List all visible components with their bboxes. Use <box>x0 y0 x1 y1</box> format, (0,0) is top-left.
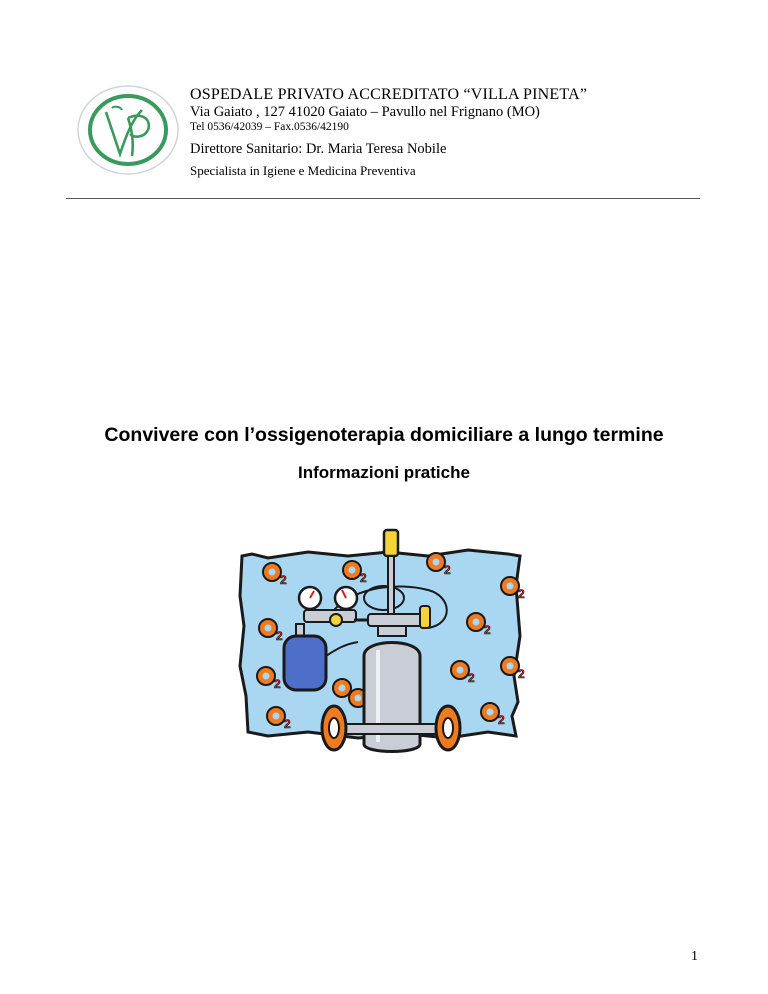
svg-text:2: 2 <box>284 717 291 731</box>
svg-text:2: 2 <box>444 563 451 577</box>
svg-text:2: 2 <box>518 667 525 681</box>
header-divider <box>66 198 700 199</box>
document-subtitle: Informazioni pratiche <box>298 463 470 482</box>
svg-text:2: 2 <box>280 573 287 587</box>
svg-text:2: 2 <box>276 629 283 643</box>
director-specialization: Specialista in Igiene e Medicina Preventiva <box>190 163 416 178</box>
medical-director: Direttore Sanitario: Dr. Maria Teresa Nobile <box>190 141 447 157</box>
hospital-logo <box>76 84 180 176</box>
svg-text:2: 2 <box>274 677 281 691</box>
svg-text:2: 2 <box>360 571 367 585</box>
svg-text:2: 2 <box>484 623 491 637</box>
svg-text:2: 2 <box>498 713 505 727</box>
hospital-phone-fax: Tel 0536/42039 – Fax.0536/42190 <box>190 121 349 133</box>
svg-text:2: 2 <box>518 587 525 601</box>
hospital-name: OSPEDALE PRIVATO ACCREDITATO “VILLA PINETA” <box>190 86 588 103</box>
page-number: 1 <box>691 949 698 964</box>
document-title: Convivere con l’ossigenoterapia domiciliare a lungo termine <box>104 424 664 446</box>
hospital-address: Via Gaiato , 127 41020 Gaiato – Pavullo nel Frignano (MO) <box>190 104 540 120</box>
svg-text:2: 2 <box>468 671 475 685</box>
oxygen-tank-icon <box>228 516 534 764</box>
